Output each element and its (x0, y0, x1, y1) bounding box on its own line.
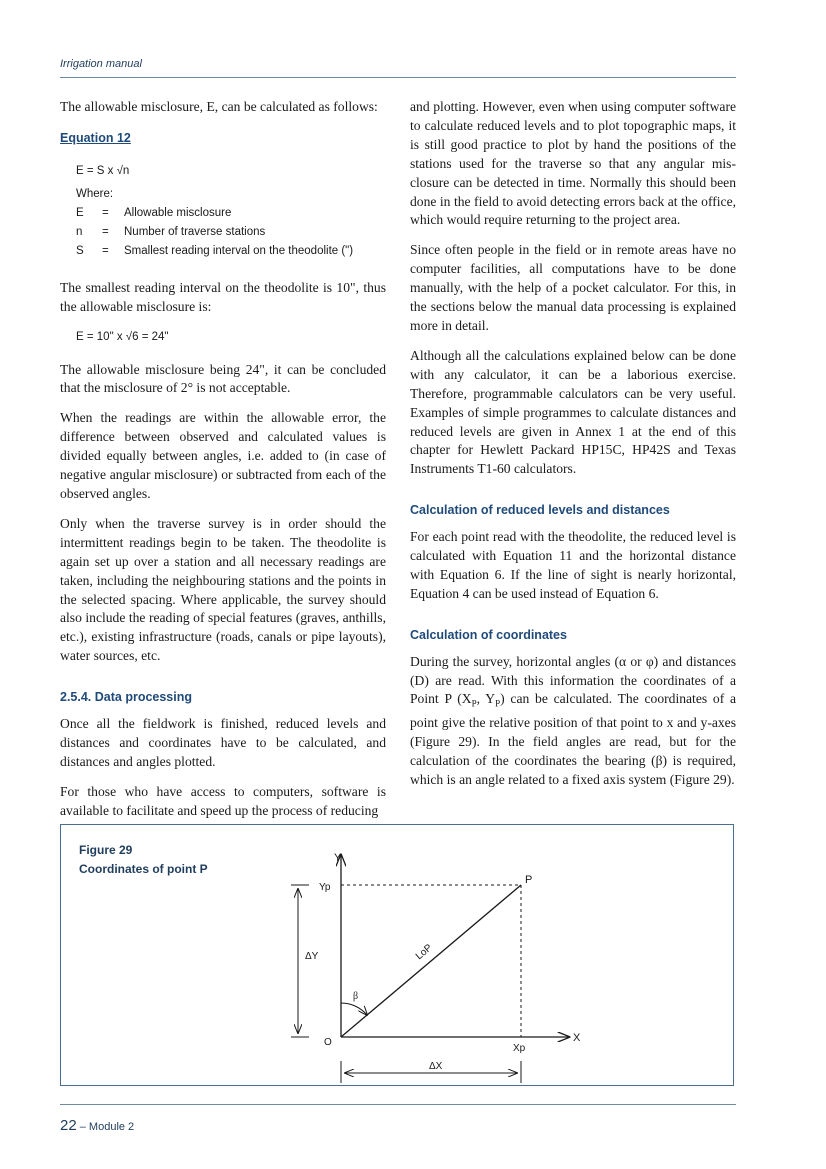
subscript: P (495, 699, 501, 710)
definition-equals: = (102, 206, 109, 219)
coordinates-text: ) can be calculated. The coordinates of a point give the relative position of that point to x and y-axes (Figure 29). In the field angles are read, but for the calculation of the coordinates the bearing (β) is required, which is an angle related to a fixed axis system (Figure 29). (410, 691, 737, 787)
figure-caption: Coordinates of point P (79, 862, 208, 876)
plotting-paragraph: and plotting. However, even when using computer software to calculate reduced levels and to plot topographic maps, it is still good practice to plot by hand the positions of the stations used for the traverse so that any angular mis-closure can be detected in time. Normally this should been done in the field to avoid detecting errors back at the office, which would require returning to the project area. (410, 99, 736, 228)
origin-label: O (324, 1037, 332, 1048)
delta-x-label: ΔX (429, 1061, 443, 1072)
module-label: Module 2 (88, 1121, 135, 1133)
right-column (410, 98, 736, 801)
definition-row (76, 223, 386, 242)
line-op (341, 885, 521, 1037)
definition-symbol: n (76, 225, 83, 238)
lop-label: LoP (413, 942, 435, 963)
point-label: P (525, 874, 533, 886)
reduced-levels-paragraph: For each point read with the theodolite, the reduced level is calculated with Equation 11 and the horizontal distance with Equation 6. If the line of sight is nearly horizontal, Equation 4 can be used instead of Equation 6. (410, 529, 736, 601)
beta-arc (341, 1003, 367, 1015)
footer-rule (60, 1104, 736, 1105)
calculators-paragraph: Although all the calculations explained below can be done with any calculator, it can be a laborious exercise. Therefore, programmable calculators can be very useful. Examples of simple programmes to calculate distances and reduced levels are given in Annex 1 at the end of this chapter for Hewlett Packard HP15C, HP42S and Texas Instruments T1-60 calculators. (410, 347, 736, 477)
subscript: P (471, 699, 477, 710)
definition-row (76, 204, 386, 223)
definition-row (76, 242, 386, 261)
equation-formula: E = S x √n (76, 164, 130, 177)
fieldwork-paragraph: Once all the fieldwork is finished, reduced levels and distances and coordinates have to be calculated, and distances and angles plotted. (60, 716, 386, 769)
figure-box (60, 824, 734, 1086)
coordinates-text: During the survey, horizontal angles (α or φ) and distances (D) are read. With this information the coordinates of a Point P (X (410, 653, 736, 707)
definition-symbol: E (76, 206, 84, 219)
subsection-heading-levels: Calculation of reduced levels and distances (410, 503, 670, 518)
allowable-error-paragraph: When the readings are within the allowable error, the difference between observed and calculated values is divided equally between angles, i.e. added to (in case of negative angular misclosure) or subtracted from each of the observed angles. (60, 410, 386, 501)
definition-text: Smallest reading interval on the theodolite (") (124, 244, 354, 257)
intro-paragraph: The allowable misclosure, E, can be calculated as follows: (60, 99, 378, 114)
figure-title: Figure 29 (79, 843, 133, 857)
subsection-heading-coordinates: Calculation of coordinates (410, 627, 567, 642)
delta-y-label: ΔY (305, 951, 319, 962)
software-paragraph: For those who have access to computers, software is available to facilitate and speed up the process of reducing (60, 783, 386, 818)
header-rule (60, 77, 736, 78)
y-axis-label: Y (334, 852, 342, 864)
running-header: Irrigation manual (60, 58, 142, 70)
xp-label: Xp (513, 1043, 526, 1054)
definition-equals: = (102, 225, 109, 238)
left-column (60, 98, 386, 832)
intermittent-readings-paragraph: Only when the traverse survey is in order should the intermittent readings begin to be taken. The theodolite is again set up over a station and all necessary readings are taken, including the neighbouring stations and the points in the selected spacing. Where applicable, the survey should also include the reading of special features (graves, anthills, etc.), existing infrastructure (roads, canals or pipe layouts), water sources, etc. (60, 515, 386, 664)
conclusion-paragraph: The allowable misclosure being 24", it can be concluded that the misclosure of 2° is not acceptable. (60, 361, 386, 396)
equation-title: Equation 12 (60, 130, 131, 145)
coordinates-diagram (61, 825, 733, 1085)
yp-label: Yp (319, 882, 331, 893)
definition-equals: = (102, 244, 109, 257)
where-label: Where: (76, 187, 114, 200)
page-number: 22 (60, 1117, 77, 1134)
section-heading: 2.5.4. Data processing (60, 690, 193, 705)
coordinates-paragraph (410, 653, 736, 790)
x-axis-label: X (573, 1032, 581, 1044)
footer-dash: – (76, 1121, 89, 1133)
beta-label: β (353, 991, 359, 1002)
page-footer (60, 1117, 134, 1135)
definition-symbol: S (76, 244, 84, 257)
manual-processing-paragraph: Since often people in the field or in remote areas have no computer facilities, all computations have to be done manually, with the help of a pocket calculator. For this, in the sections below the manual data processing is explained more in detail. (410, 242, 736, 333)
coordinates-text: , Y (476, 691, 496, 707)
definition-text: Allowable misclosure (124, 206, 232, 219)
calculation-formula: E = 10" x √6 = 24" (76, 330, 169, 343)
reading-interval-paragraph: The smallest reading interval on the theodolite is 10", thus the allowable misclosure is: (60, 279, 386, 314)
definition-text: Number of traverse stations (124, 225, 266, 238)
